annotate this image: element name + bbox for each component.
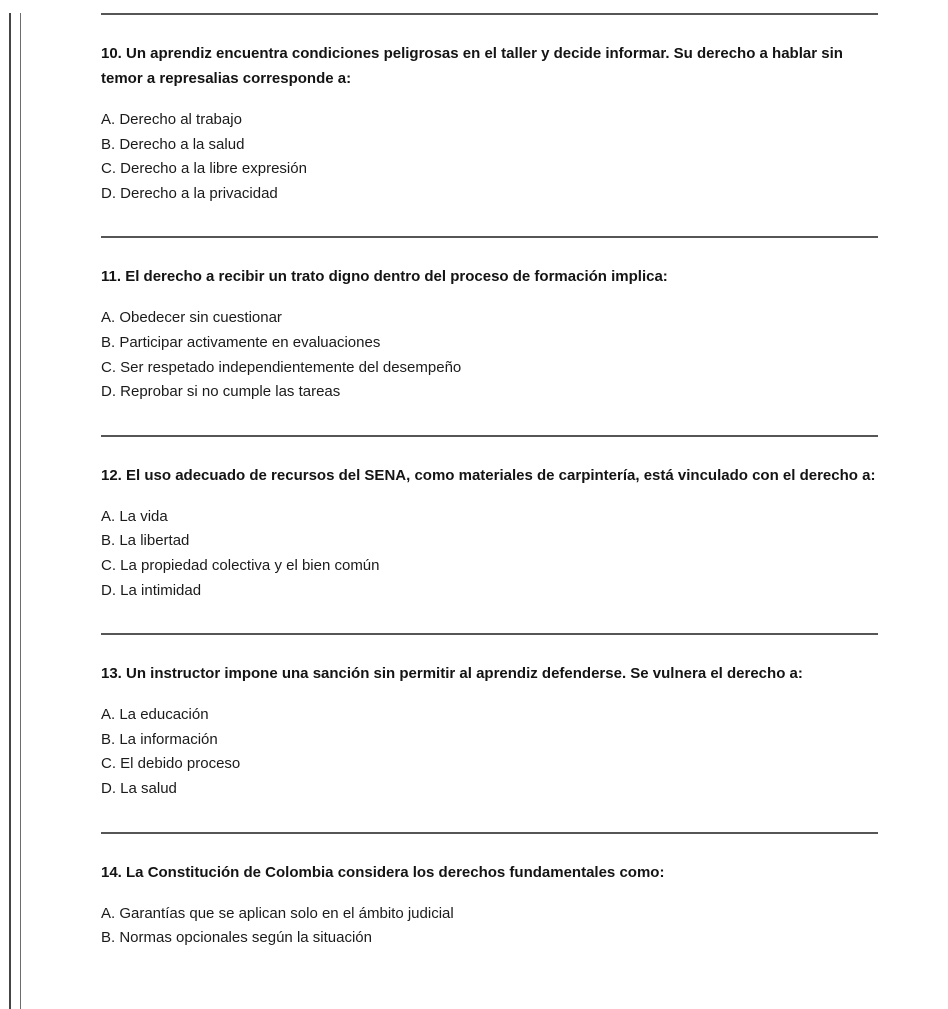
question-option: A. Derecho al trabajo bbox=[101, 111, 242, 128]
question-title: 14. La Constitución de Colombia considera los derechos fundamentales como: bbox=[101, 863, 665, 881]
question-option: D. La intimidad bbox=[101, 581, 202, 599]
question-title: 11. El derecho a recibir un trato digno dentro del proceso de formación implica: bbox=[101, 268, 668, 286]
question-block-13 bbox=[101, 661, 878, 801]
question-block-14 bbox=[101, 860, 878, 951]
question-option: A. La vida bbox=[101, 507, 168, 525]
question-option: C. La propiedad colectiva y el bien común bbox=[101, 556, 380, 574]
question-title: 13. Un instructor impone una sanción sin permitir al aprendiz defenderse. Se vulnera el derecho a: bbox=[101, 665, 803, 683]
question-option: C. Ser respetado independientemente del desempeño bbox=[101, 358, 462, 376]
page-left-border-inner bbox=[20, 13, 21, 1009]
question-option: C. Derecho a la libre expresión bbox=[101, 160, 307, 178]
question-option: B. Derecho a la salud bbox=[101, 135, 245, 153]
question-option: B. Participar activamente en evaluaciones bbox=[101, 333, 381, 351]
question-option: D. La salud bbox=[101, 779, 177, 797]
quiz-document-page bbox=[0, 13, 948, 1009]
quiz-content bbox=[101, 13, 878, 951]
question-options bbox=[101, 703, 878, 801]
question-option: A. Garantías que se aplican solo en el ámbito judicial bbox=[101, 904, 454, 922]
question-option: D. Reprobar si no cumple las tareas bbox=[101, 383, 341, 401]
question-separator bbox=[101, 13, 878, 15]
question-separator bbox=[101, 435, 878, 437]
question-separator bbox=[101, 633, 878, 635]
question-option: B. Normas opcionales según la situación bbox=[101, 929, 372, 947]
question-block-10 bbox=[101, 41, 878, 206]
question-title: 12. El uso adecuado de recursos del SENA, como materiales de carpintería, está vinculado con el derecho a: bbox=[101, 466, 876, 484]
page-left-border-outer bbox=[9, 13, 11, 1009]
question-option: A. Obedecer sin cuestionar bbox=[101, 309, 282, 327]
question-block-12 bbox=[101, 463, 878, 603]
question-options bbox=[101, 902, 878, 951]
question-option: B. La libertad bbox=[101, 532, 190, 550]
question-option: D. Derecho a la privacidad bbox=[101, 184, 278, 202]
question-separator bbox=[101, 832, 878, 834]
question-option: C. El debido proceso bbox=[101, 755, 241, 773]
question-option: A. La educación bbox=[101, 706, 209, 724]
question-separator bbox=[101, 236, 878, 238]
question-title: 10. Un aprendiz encuentra condiciones peligrosas en el taller y decide informar. Su derecho a hablar sin temor a represalias corresponde a: bbox=[101, 45, 843, 87]
question-block-11 bbox=[101, 264, 878, 404]
question-options bbox=[101, 306, 878, 404]
question-option: B. La información bbox=[101, 730, 218, 748]
question-options bbox=[101, 108, 878, 206]
question-options bbox=[101, 505, 878, 603]
